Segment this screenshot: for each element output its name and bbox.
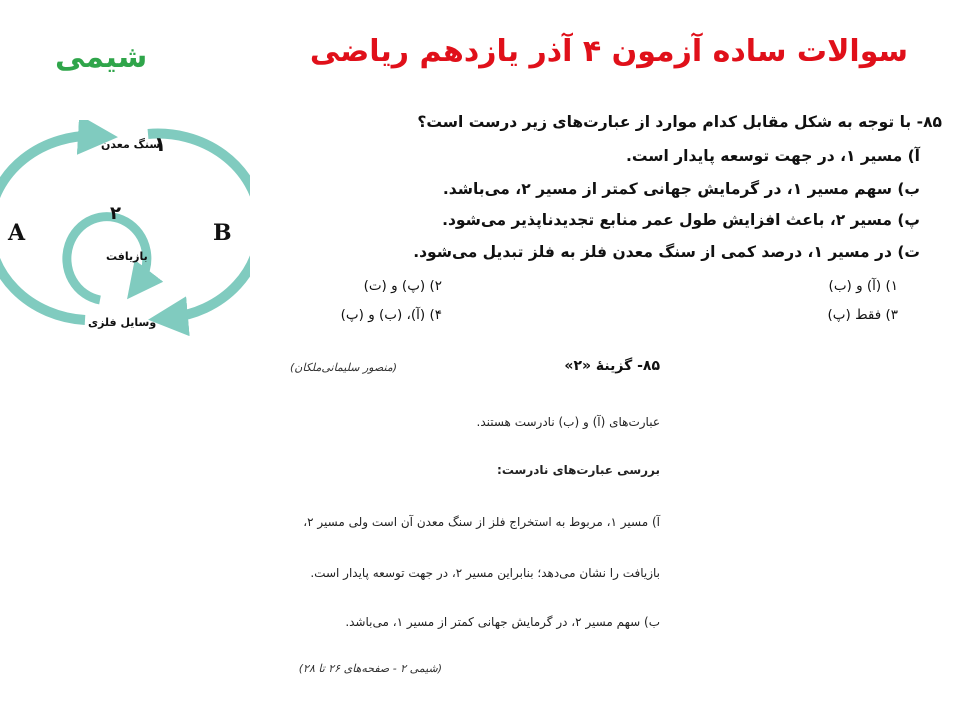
answer-summary: عبارت‌های (آ) و (ب) نادرست هستند. [476, 415, 660, 429]
answer-reference: (شیمی ۲ - صفحه‌های ۲۶ تا ۲۸) [298, 662, 442, 675]
option-2: ۲) (پ) و (ت) [363, 278, 442, 294]
diagram-label-b: B [213, 220, 232, 246]
diagram-recycling-label: بازیافت [106, 250, 148, 263]
answer-paragraph: آ) مسیر ۱، مربوط به استخراج فلز از سنگ معدن آن است ولی مسیر ۲، [303, 515, 660, 529]
diagram-label-a: A [8, 220, 26, 246]
answer-author: (منصور سلیمانی‌ملکان) [290, 361, 397, 374]
diagram-path1-number: ۱ [154, 132, 167, 156]
page-title: سوالات ساده آزمون ۴ آذر یازدهم ریاضی [309, 34, 908, 69]
option-1: ۱) (آ) و (ب) [828, 278, 898, 294]
answer-review-heading: بررسی عبارت‌های نادرست: [497, 463, 660, 477]
option-4: ۴) (آ)، (ب) و (پ) [340, 307, 442, 323]
answer-paragraph: ب) سهم مسیر ۲، در گرمایش جهانی کمتر از مسیر ۱، می‌باشد. [345, 615, 660, 629]
outer-arc-right [148, 134, 250, 318]
statement-a: آ) مسیر ۱، در جهت توسعه پایدار است. [626, 147, 920, 165]
diagram-path2-number: ۲ [110, 203, 121, 224]
option-3: ۳) فقط (پ) [827, 307, 898, 323]
statement-c: پ) مسیر ۲، باعث افزایش طول عمر منابع تجدیدناپذیر می‌شود. [442, 211, 920, 229]
subject-title: شیمی [55, 40, 148, 75]
diagram-ore-label: سنگ معدن [101, 138, 161, 151]
answer-paragraph: بازیافت را نشان می‌دهد؛ بنابراین مسیر ۲، در جهت توسعه پایدار است. [310, 566, 660, 580]
answer-title: ۸۵- گزینهٔ «۲» [564, 358, 660, 374]
diagram-tools-label: وسایل فلزی [88, 316, 157, 329]
question-stem: ۸۵- با توجه به شکل مقابل کدام موارد از عبارت‌های زیر درست است؟ [417, 113, 942, 131]
statement-d: ت) در مسیر ۱، درصد کمی از سنگ معدن فلز به فلز تبدیل می‌شود. [413, 243, 920, 261]
statement-b: ب) سهم مسیر ۱، در گرمایش جهانی کمتر از مسیر ۲، می‌باشد. [442, 180, 920, 198]
